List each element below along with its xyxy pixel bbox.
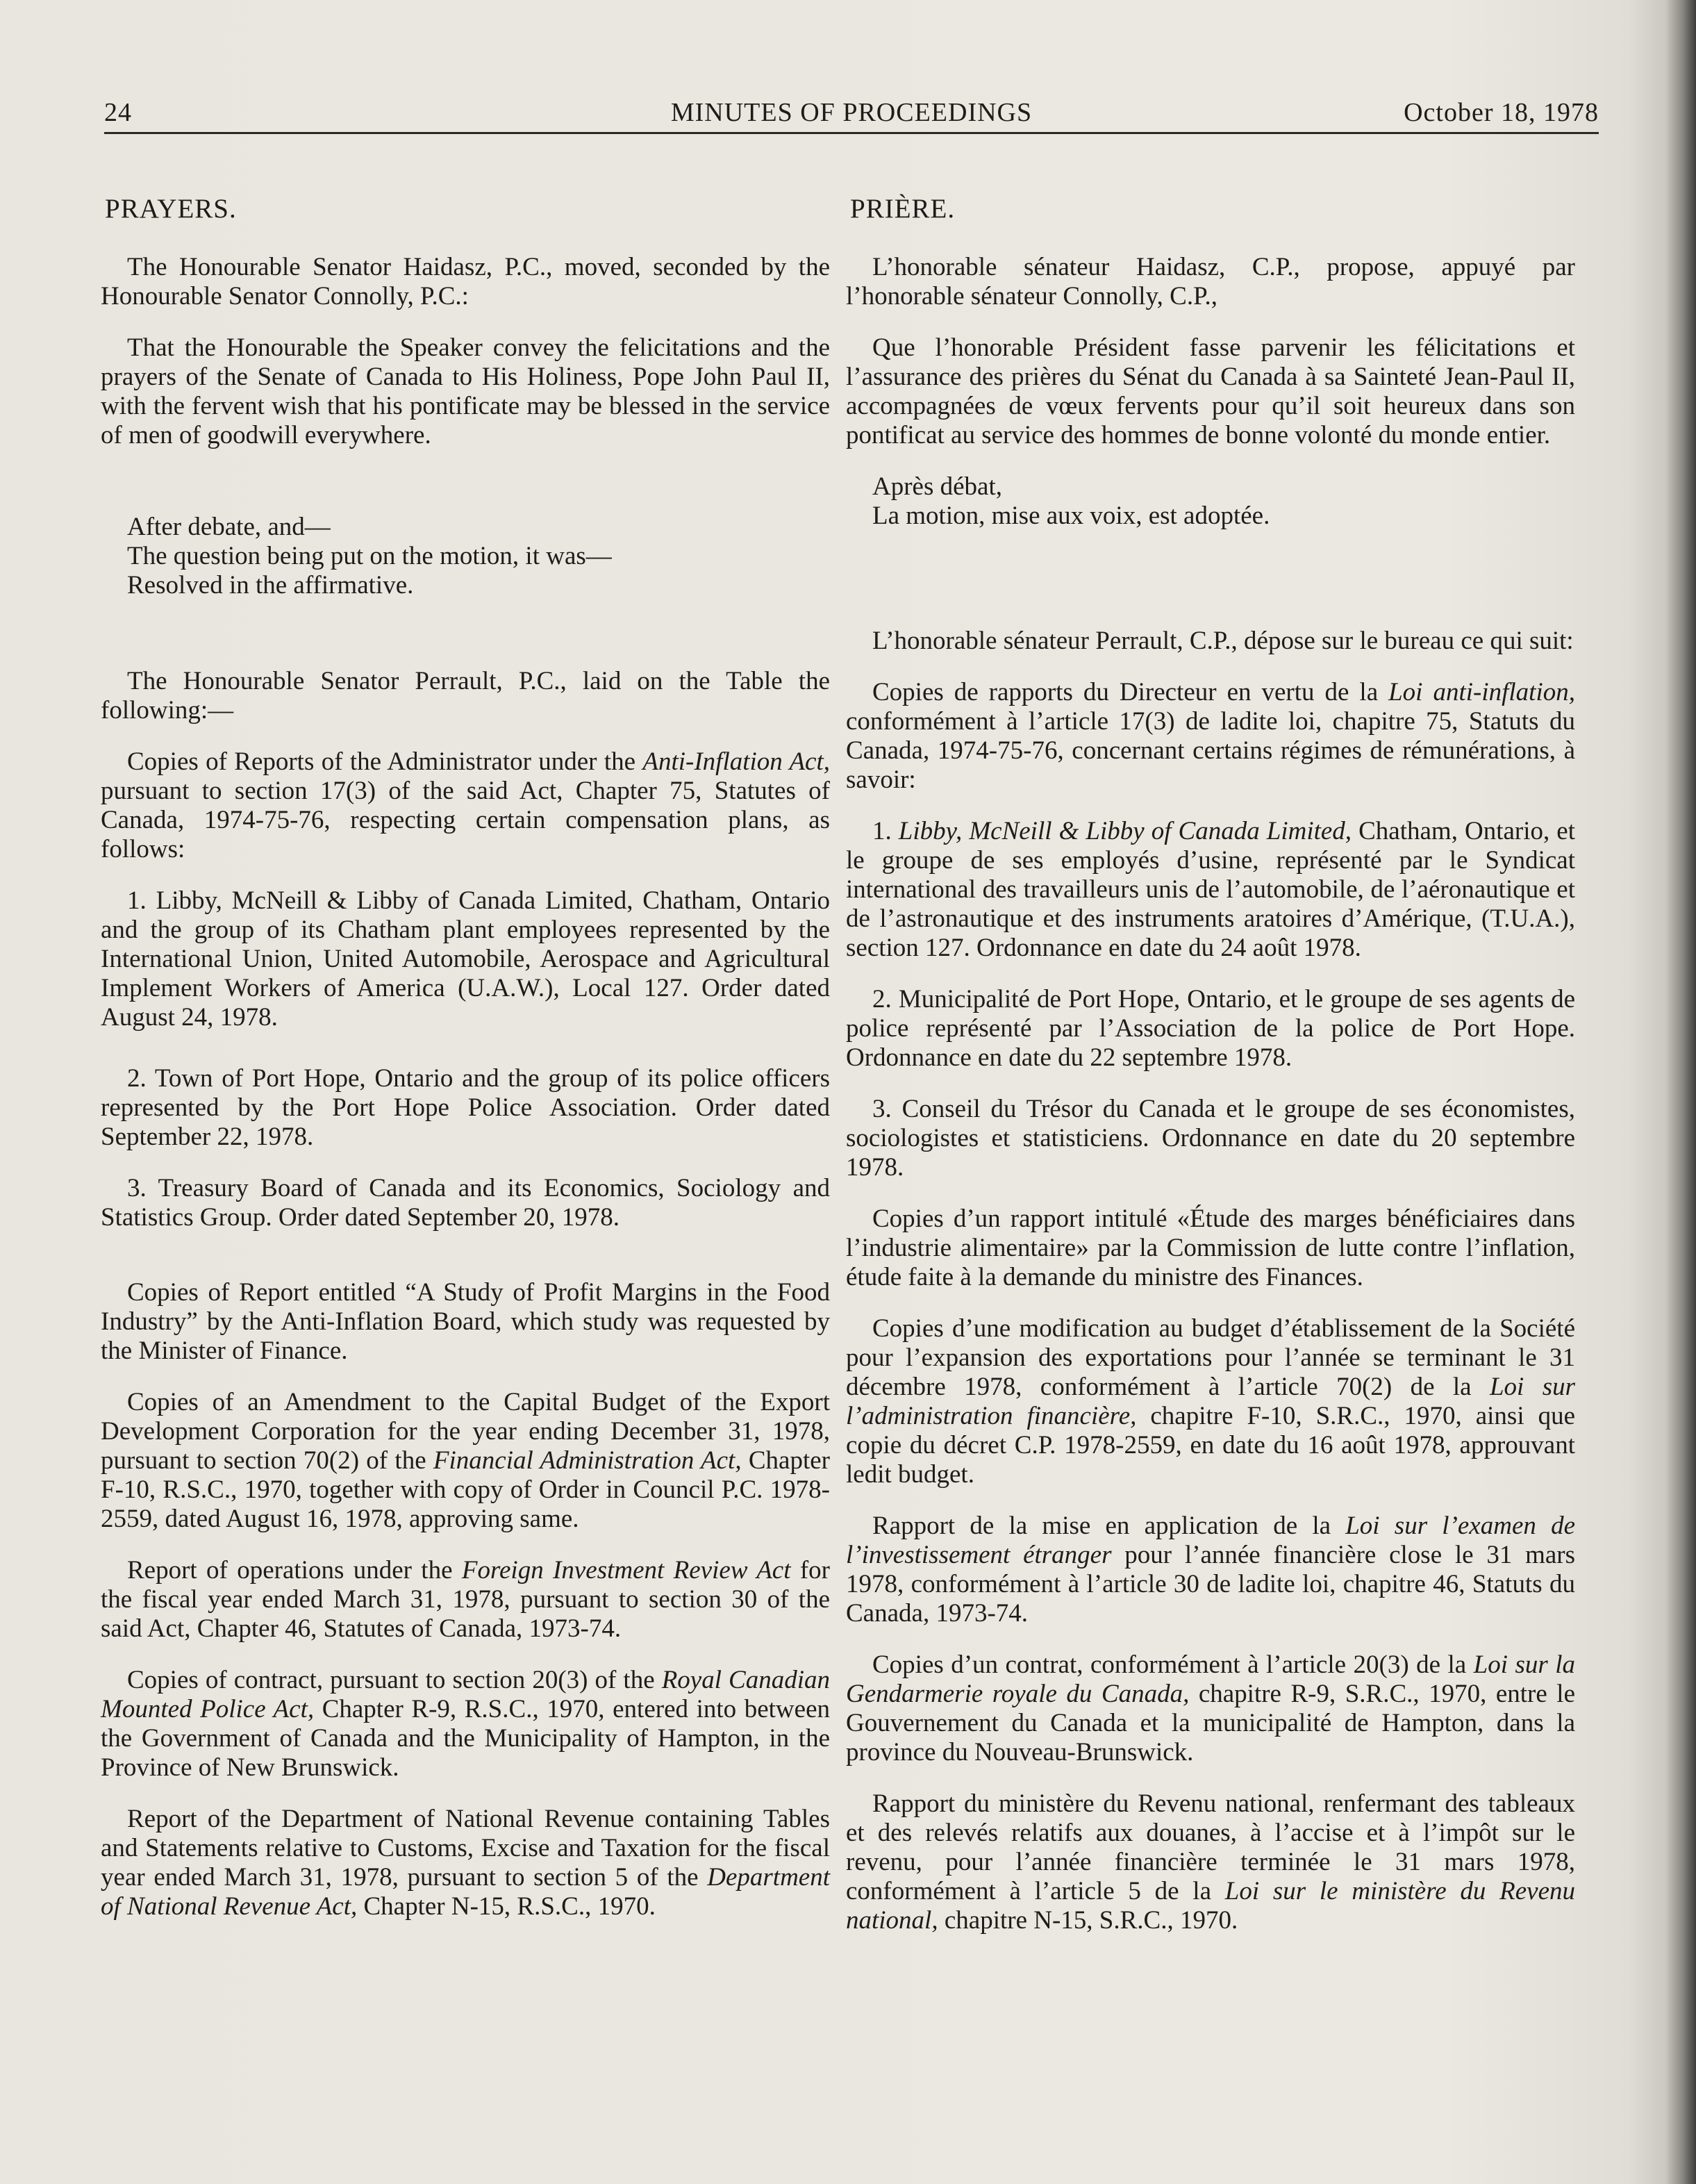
- anti-inflation-reports: Copies de rapports du Directeur en vertu de la Loi anti-inflation, conformément à l’article 17(3) de ladite loi, chapitre 75, Statuts du Canada, 1974-75-76, concernant certains régimes de rémunérations, à savoir:: [846, 678, 1575, 794]
- profit-margins-report: Copies d’un rapport intitulé «Étude des marges bénéficiaires dans l’industrie alimentaire» par la Commission de lutte contre l’inflation, étude faite à la demande du ministre des Finances.: [846, 1205, 1575, 1291]
- anti-inflation-reports: Copies of Reports of the Administrator under the Anti-Inflation Act, pursuant to section 17(3) of the said Act, Chapter 75, Statutes of Canada, 1974-75-76, respecting certain compensation plans, as follows:: [101, 747, 830, 863]
- resolution-paragraph: Que l’honorable Président fasse parvenir les félicitations et l’assurance des prières du Sénat du Canada à sa Sainteté Jean-Paul II, accompagnées de vœux fervents pour qu’il soit heureux dans son pontificat au service des hommes de bonne volonté du monde entier.: [846, 333, 1575, 449]
- list-item: 3. Treasury Board of Canada and its Economics, Sociology and Statistics Group. Order dated September 20, 1978.: [101, 1174, 830, 1232]
- header-date: October 18, 1978: [1404, 98, 1599, 127]
- capital-budget-amendment: Copies of an Amendment to the Capital Budget of the Export Development Corporation for the year ending December 31, 1978, pursuant to section 70(2) of the Financial Administration Act, Chapter F-10, R.S.C., 1970, together with copy of Order in Council P.C. 1978-2559, dated August 16, 1978, approving same.: [101, 1388, 831, 1533]
- list-item: 1. Libby, McNeill & Libby of Canada Limited, Chatham, Ontario and the group of its Chatham plant employees represented by the International Union, United Automobile, Aerospace and Agricultural Implement Workers of America (U.A.W.), Local 127. Order dated August 24, 1978.: [101, 886, 830, 1032]
- french-column: [846, 182, 1575, 1958]
- capital-budget-amendment: Copies d’une modification au budget d’établissement de la Société pour l’expansion des exportations pour l’année se terminant le 31 décembre 1978, conformément à l’article 70(2) de la Loi sur l’administration financière, chapitre F-10, S.R.C., 1970, ainsi que copie du décret C.P. 1978-2559, en date du 16 août 1978, approuvant ledit budget.: [846, 1314, 1575, 1489]
- page-number: 24: [104, 98, 132, 127]
- tabled-intro: L’honorable sénateur Perrault, C.P., dépose sur le bureau ce qui suit:: [872, 627, 1574, 655]
- debate-block: [846, 472, 1575, 531]
- resolution-paragraph: That the Honourable the Speaker convey the felicitations and the prayers of the Senate of Canada to His Holiness, Pope John Paul II, with the fervent wish that his pontificate may be blessed in the service of men of goodwill everywhere.: [101, 333, 830, 449]
- list-item: 2. Town of Port Hope, Ontario and the group of its police officers represented by the Port Hope Police Association. Order dated September 22, 1978.: [101, 1064, 830, 1151]
- motion-paragraph: L’honorable sénateur Haidasz, C.P., propose, appuyé par l’honorable sénateur Connolly, C.P.,: [846, 253, 1575, 311]
- fira-report: Rapport de la mise en application de la Loi sur l’examen de l’investissement étranger pour l’année financière close le 31 mars 1978, conformément à l’article 30 de ladite loi, chapitre 46, Statuts du Canada, 1973-74.: [846, 1512, 1576, 1628]
- debate-line: La motion, mise aux voix, est adoptée.: [872, 502, 1270, 530]
- page-edge-shadow: [1665, 0, 1696, 2184]
- debate-line: Après débat,: [872, 472, 1002, 501]
- debate-block: [101, 513, 830, 600]
- priere-heading: PRIÈRE.: [850, 194, 956, 224]
- page-header: [104, 89, 1599, 134]
- list-item: 2. Municipalité de Port Hope, Ontario, et le groupe de ses agents de police représenté par l’Association de la police de Port Hope. Ordonnance en date du 22 septembre 1978.: [846, 985, 1575, 1072]
- header-title: MINUTES OF PROCEEDINGS: [670, 98, 1033, 127]
- profit-margins-report: Copies of Report entitled “A Study of Profit Margins in the Food Industry” by the Anti-Inflation Board, which study was requested by the Minister of Finance.: [101, 1278, 830, 1365]
- motion-paragraph: The Honourable Senator Haidasz, P.C., moved, seconded by the Honourable Senator Connolly, P.C.:: [101, 253, 830, 311]
- debate-line: Resolved in the affirmative.: [127, 571, 414, 599]
- prayers-heading: PRAYERS.: [105, 194, 237, 224]
- national-revenue-report: Rapport du ministère du Revenu national, renfermant des tableaux et des relevés relatifs aux douanes, à l’accise et à l’impôt sur le revenu, pour l’année financière terminée le 31 mars 1978, conformément à l’article 5 de la Loi sur le ministère du Revenu national, chapitre N-15, S.R.C., 1970.: [846, 1789, 1575, 1935]
- debate-line: After debate, and—: [127, 513, 331, 541]
- tabled-intro: The Honourable Senator Perrault, P.C., laid on the Table the following:—: [101, 667, 830, 725]
- list-item: 3. Conseil du Trésor du Canada et le groupe de ses économistes, sociologistes et statisticiens. Ordonnance en date du 20 septembre 1978.: [846, 1095, 1575, 1182]
- rcmp-contract: Copies of contract, pursuant to section 20(3) of the Royal Canadian Mounted Police Act, Chapter R-9, R.S.C., 1970, entered into between the Government of Canada and the Municipality of Hampton, in the Province of New Brunswick.: [101, 1666, 831, 1782]
- fira-report: Report of operations under the Foreign Investment Review Act for the fiscal year ended March 31, 1978, pursuant to section 30 of the said Act, Chapter 46, Statutes of Canada, 1973-74.: [101, 1556, 830, 1643]
- debate-line: The question being put on the motion, it was—: [127, 542, 612, 570]
- national-revenue-report: Report of the Department of National Revenue containing Tables and Statements relative to Customs, Excise and Taxation for the fiscal year ended March 31, 1978, pursuant to section 5 of the Department of National Revenue Act, Chapter N-15, R.S.C., 1970.: [101, 1805, 830, 1921]
- rcmp-contract: Copies d’un contrat, conformément à l’article 20(3) de la Loi sur la Gendarmerie royale du Canada, chapitre R-9, S.R.C., 1970, entre le Gouvernement du Canada et la municipalité de Hampton, dans la province du Nouveau-Brunswick.: [846, 1651, 1576, 1767]
- list-item: 1. Libby, McNeill & Libby of Canada Limited, Chatham, Ontario, et le groupe de ses employés d’usine, représenté par le Syndicat international des travailleurs unis de l’automobile, de l’aéronautique et de l’astronautique et des instruments aratoires d’Amérique, (T.U.A.), section 127. Ordonnance en date du 24 août 1978.: [846, 817, 1576, 962]
- english-column: [101, 182, 830, 1944]
